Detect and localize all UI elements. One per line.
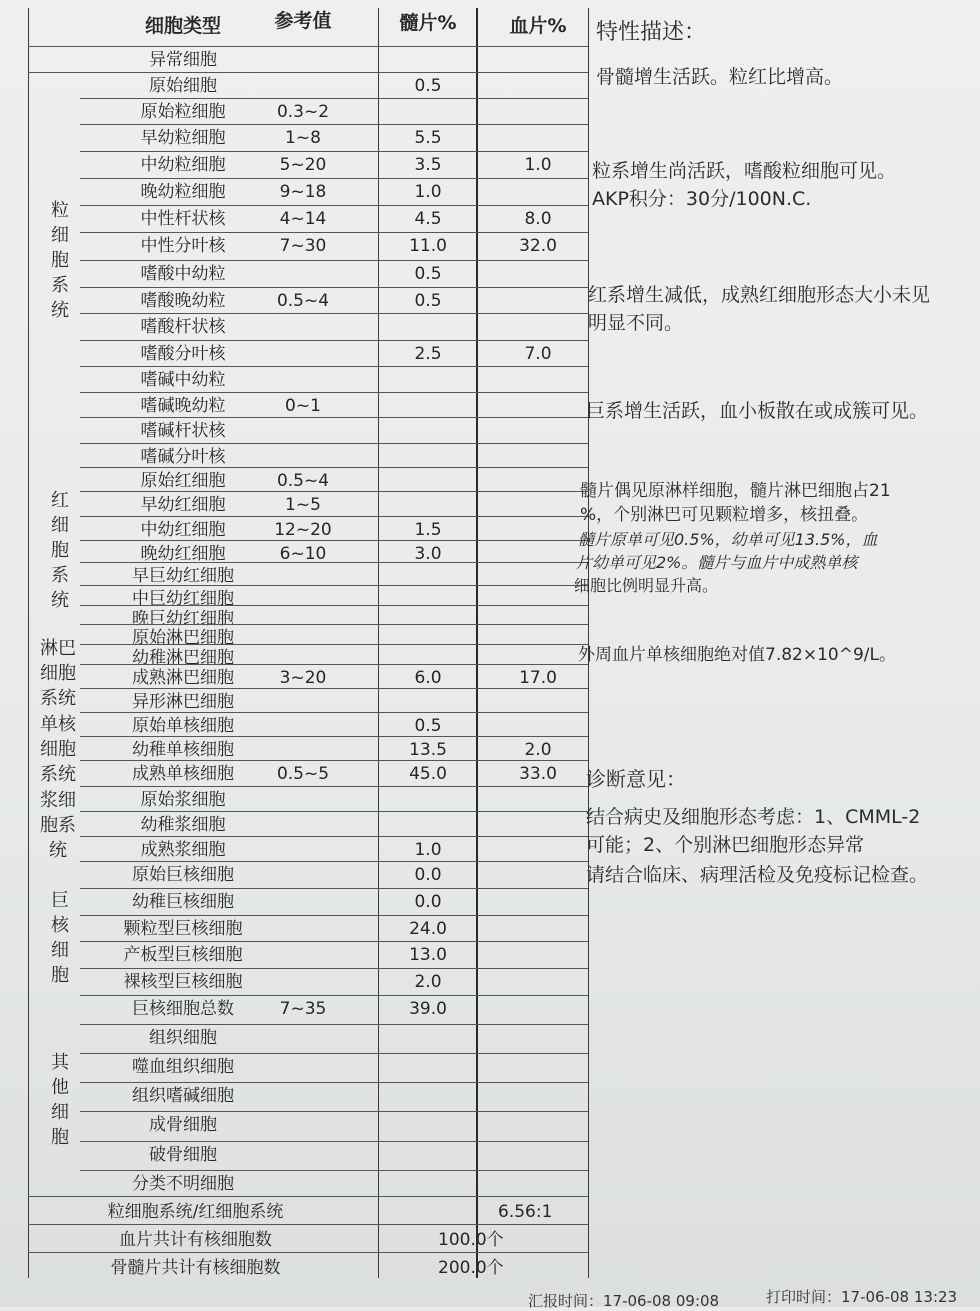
summary-value: 6.56:1 [498,1202,553,1222]
row-divider [80,664,588,665]
cell-marrow: 0.0 [414,892,442,912]
cell-name: 嗜酸中幼粒 [140,264,226,284]
row-divider [80,313,588,314]
cell-marrow: 13.0 [409,945,447,965]
cell-ref: 12~20 [274,520,332,540]
cell-name: 早幼红细胞 [140,495,226,515]
cell-ref: 7~30 [279,236,327,256]
header-blood-percent: 血片% [509,15,567,37]
cell-name: 分类不明细胞 [132,1174,234,1194]
diagnosis-title: 诊断意见： [586,767,686,791]
group-label: 粒细胞系统 [51,200,69,321]
cell-blood: 1.0 [524,155,552,175]
group-label: 其他细胞 [51,1052,69,1148]
row-divider [80,443,588,444]
row-divider [80,811,588,812]
row-divider [80,624,588,625]
cell-marrow: 0.5 [414,264,442,284]
cell-name: 原始淋巴细胞 [132,628,234,648]
cell-ref: 1~8 [285,128,321,148]
cell-ref: 0.5~4 [276,291,330,311]
diagnosis-line-1: 结合病史及细胞形态考虑：1、CMML-2 [586,806,921,828]
cell-marrow: 39.0 [409,999,447,1019]
cell-ref: 9~18 [279,182,327,202]
cell-name: 中幼红细胞 [140,520,226,540]
group-label: 浆细胞系统 [40,790,76,861]
row-divider [80,491,588,492]
cell-name: 中性杆状核 [140,209,226,229]
row-divider [80,941,588,942]
row-divider [80,417,588,418]
cell-name: 嗜碱杆状核 [140,421,226,441]
table-border-left [28,8,29,1278]
cell-blood: 17.0 [519,668,557,688]
cell-name: 嗜碱中幼粒 [140,370,226,390]
cell-count-table [28,8,588,1278]
report-time: 汇报时间：17-06-08 09:08 [528,1292,720,1310]
summary-divider [28,1196,588,1197]
row-divider [80,915,588,916]
group-label: 淋巴细胞系统 [40,638,76,709]
row-divider [80,585,588,586]
cell-name: 原始细胞 [149,76,217,96]
cell-name: 产板型巨核细胞 [123,945,243,965]
cell-name: 成熟浆细胞 [140,840,226,860]
description-title: 特性描述： [596,20,707,45]
cell-name: 幼稚淋巴细胞 [132,648,234,668]
cell-ref: 5~20 [279,155,327,175]
cell-marrow: 13.5 [409,740,447,760]
cell-name: 异常细胞 [149,50,217,70]
summary-value: 200.0个 [438,1258,504,1278]
group-label: 巨核细胞 [51,890,69,986]
cell-ref: 4~14 [279,209,327,229]
cell-name: 幼稚浆细胞 [140,815,226,835]
row-divider [80,178,588,179]
cell-ref: 0.5~5 [276,764,330,784]
cell-marrow: 4.5 [414,209,442,229]
row-divider [80,562,588,563]
cell-name: 巨核细胞总数 [132,999,234,1019]
row-divider [80,688,588,689]
cell-name: 嗜碱晚幼粒 [140,396,226,416]
summary-value: 100.0个 [438,1230,504,1250]
cell-marrow: 1.0 [414,840,442,860]
header-cell-type: 细胞类型 [144,15,221,37]
cell-ref: 1~5 [285,495,321,515]
note-erythroid-2: 明显不同。 [588,312,684,334]
cell-marrow: 24.0 [409,919,447,939]
cell-ref: 0.3~2 [276,102,330,122]
header-reference: 参考值 [274,10,332,32]
cell-name: 成骨细胞 [149,1115,217,1135]
cell-name: 中性分叶核 [140,236,226,256]
row-divider [80,516,588,517]
cell-marrow: 0.5 [414,76,442,96]
cell-marrow: 2.0 [414,972,442,992]
cell-name: 嗜酸杆状核 [140,317,226,337]
note-lymph-2: %，个别淋巴可见颗粒增多，核扭叠。 [580,505,869,525]
row-divider [80,1111,588,1112]
note-lymph-1: 髓片偶见原淋样细胞，髓片淋巴细胞占21 [580,481,891,501]
cell-name: 原始巨核细胞 [132,865,234,885]
cell-marrow: 1.0 [414,182,442,202]
cell-name: 中巨幼红细胞 [132,589,234,609]
cell-marrow: 45.0 [409,764,447,784]
row-divider [80,836,588,837]
cell-name: 破骨细胞 [149,1145,217,1165]
row-divider [28,46,588,47]
cell-name: 嗜酸分叶核 [140,344,226,364]
cell-blood: 7.0 [524,344,552,364]
cell-marrow: 11.0 [409,236,447,256]
cell-name: 幼稚巨核细胞 [132,892,234,912]
row-divider [28,72,588,73]
row-divider [80,861,588,862]
cell-blood: 33.0 [519,764,557,784]
cell-name: 中幼粒细胞 [140,155,226,175]
row-divider [80,124,588,125]
note-granulocyte-1: 粒系增生尚活跃，嗜酸粒细胞可见。 [592,160,897,182]
summary-divider [28,1252,588,1253]
cell-ref: 0.5~4 [276,471,330,491]
diagnosis-line-3: 请结合临床、病理活检及免疫标记检查。 [586,864,929,886]
row-divider [80,644,588,645]
row-divider [80,760,588,761]
cell-name: 颗粒型巨核细胞 [123,919,243,939]
cell-name: 幼稚单核细胞 [132,740,234,760]
print-time: 打印时间：17-06-08 13:23 [766,1288,958,1306]
note-granulocyte-akp: AKP积分：30分/100N.C. [592,188,812,210]
cell-ref: 6~10 [279,544,327,564]
cell-marrow: 3.5 [414,155,442,175]
row-divider [80,888,588,889]
group-label: 单核细胞系统 [40,714,76,785]
cell-name: 噬血组织细胞 [132,1057,234,1077]
cell-ref: 7~35 [279,999,327,1019]
header-marrow-percent: 髓片% [399,12,457,34]
cell-marrow: 1.5 [414,520,442,540]
row-divider [80,995,588,996]
row-divider [80,1024,588,1025]
cell-name: 嗜碱分叶核 [140,447,226,467]
row-divider [80,151,588,152]
row-divider [80,1170,588,1171]
row-divider [80,1082,588,1083]
cell-name: 晚幼粒细胞 [140,182,226,202]
cell-marrow: 0.5 [414,291,442,311]
row-divider [80,98,588,99]
cell-ref: 3~20 [279,668,327,688]
cell-name: 晚巨幼红细胞 [132,609,234,629]
cell-name: 成熟单核细胞 [132,764,234,784]
cell-marrow: 0.0 [414,865,442,885]
cell-marrow: 2.5 [414,344,442,364]
row-divider [80,232,588,233]
cell-name: 原始浆细胞 [140,790,226,810]
cell-name: 原始红细胞 [140,471,226,491]
row-divider [80,712,588,713]
diagnosis-line-2: 可能；2、个别淋巴细胞形态异常 [586,834,865,856]
cell-name: 晚幼红细胞 [140,544,226,564]
row-divider [80,605,588,606]
summary-label: 粒细胞系统/红细胞系统 [107,1202,284,1222]
cell-ref: 0~1 [285,396,321,416]
note-megakaryocyte: 巨系增生活跃，血小板散在或成簇可见。 [586,400,929,422]
cell-blood: 8.0 [524,209,552,229]
note-mono-3: 细胞比例明显升高。 [574,576,719,595]
row-divider [80,467,588,468]
cell-name: 成熟淋巴细胞 [132,668,234,688]
row-divider [80,366,588,367]
cell-blood: 2.0 [524,740,552,760]
group-label: 红细胞系统 [51,490,69,611]
cell-marrow: 5.5 [414,128,442,148]
cell-name: 原始粒细胞 [140,102,226,122]
summary-label: 血片共计有核细胞数 [119,1230,272,1250]
row-divider [80,392,588,393]
cell-name: 早巨幼红细胞 [132,566,234,586]
note-mono-1: 髓片原单可见0.5%，幼单可见13.5%，血 [578,530,878,549]
cell-name: 早幼粒细胞 [140,128,226,148]
summary-label: 骨髓片共计有核细胞数 [110,1258,281,1278]
cell-name: 原始单核细胞 [132,716,234,736]
cell-blood: 32.0 [519,236,557,256]
row-divider [80,340,588,341]
note-marrow-hyperplasia: 骨髓增生活跃。粒红比增高。 [596,66,844,88]
row-divider [80,1141,588,1142]
cell-name: 裸核型巨核细胞 [123,972,243,992]
cell-name: 组织嗜碱细胞 [132,1086,234,1106]
row-divider [80,205,588,206]
cell-name: 嗜酸晚幼粒 [140,291,226,311]
cell-marrow: 0.5 [414,716,442,736]
cell-marrow: 3.0 [414,544,442,564]
cell-name: 异形淋巴细胞 [132,692,234,712]
row-divider [80,287,588,288]
row-divider [80,786,588,787]
row-divider [80,260,588,261]
cell-name: 组织细胞 [149,1028,217,1048]
row-divider [80,736,588,737]
note-mono-2: 片幼单可见2%。髓片与血片中成熟单核 [576,553,858,572]
note-peripheral-mono: 外周血片单核细胞绝对值7.82×10^9/L。 [578,645,896,665]
summary-divider [28,1224,588,1225]
row-divider [80,540,588,541]
row-divider [80,968,588,969]
row-divider [80,1053,588,1054]
note-erythroid-1: 红系增生减低，成熟红细胞形态大小未见 [588,284,931,306]
cell-marrow: 6.0 [414,668,442,688]
